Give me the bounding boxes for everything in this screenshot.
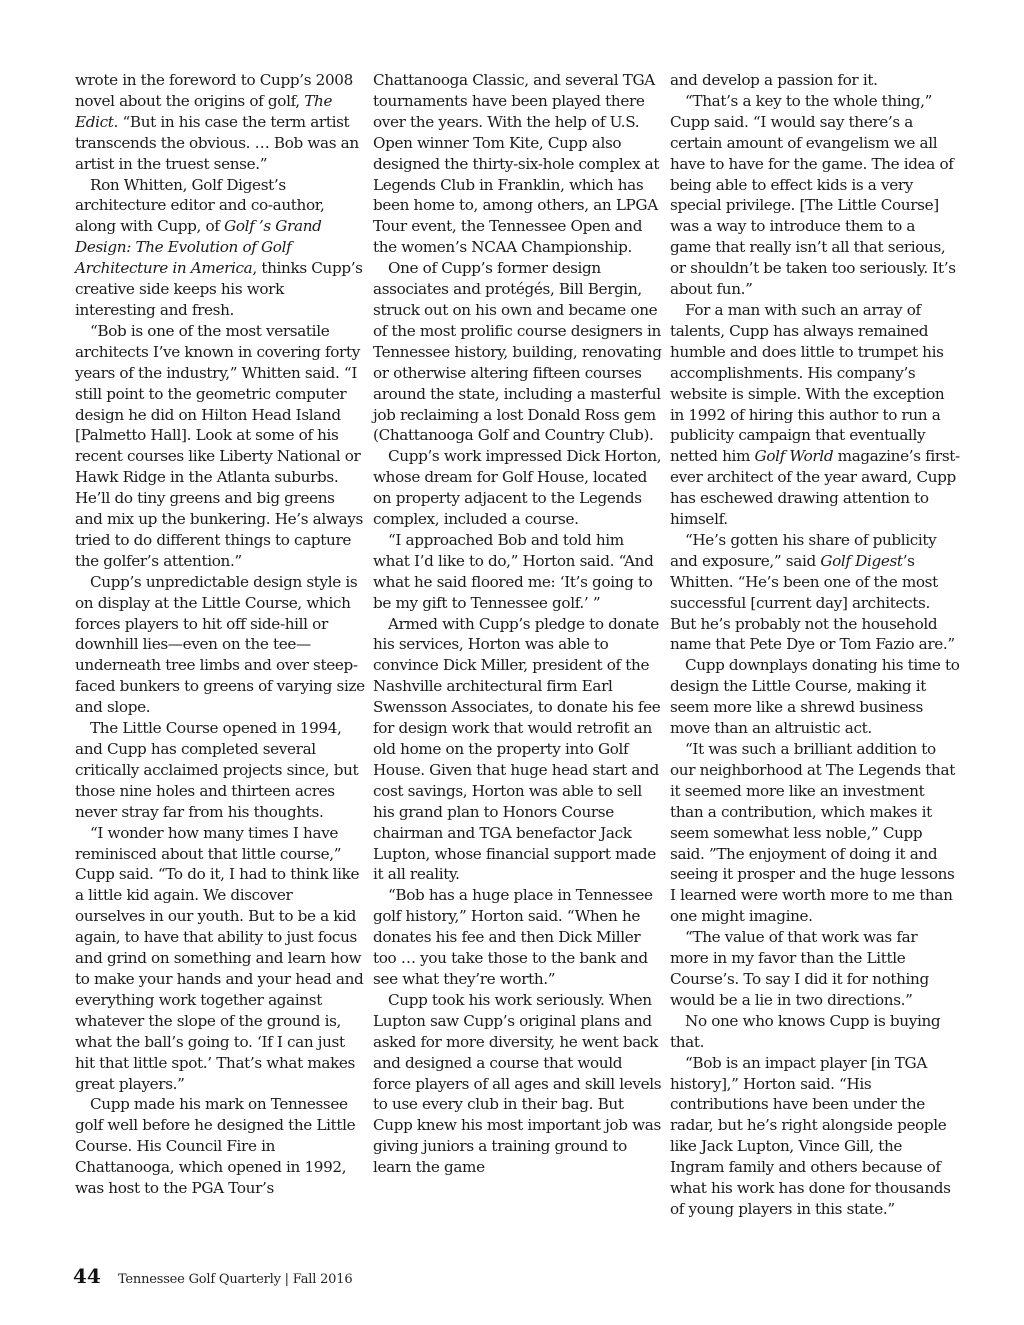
italic-title-text: Golf World (754, 447, 834, 466)
article-paragraph (373, 614, 663, 886)
paragraph-text: No one who knows Cupp is buying that. (670, 1011, 941, 1051)
paragraph-text: “Bob is an impact player [in TGA history],” Horton said. “His contributions have been under the radar, but he’s right alongside people like Jack Lupton, Vince Gill, the Ingram family and others because of what his work has done for thousands of young players in this state.” (670, 1053, 951, 1218)
paragraph-text: Ron Whitten, Golf Digest’s architecture editor and co-author, along with Cupp, of (75, 175, 325, 236)
paragraph-text: Armed with Cupp’s pledge to donate his services, Horton was able to convince Dick Miller, president of the Nashville architectural firm Earl Swensson Associates, to donate his fee for design work that would retrofit an old home on the property into Golf House. Given that huge head start and cost savings, Horton was able to sell his grand plan to Honors Course chairman and TGA benefactor Jack Lupton, whose financial support made it all reality. (373, 614, 661, 884)
article-paragraph (373, 530, 663, 614)
article-paragraph (373, 70, 663, 258)
article-paragraph (75, 1094, 365, 1199)
paragraph-text: Cupp took his work seriously. When Lupton saw Cupp’s original plans and asked for more diversity, he went back and designed a course that would force players of all ages and skill levels to use every club in their bag. But Cupp knew his most important job was giving juniors a training ground to learn the game (373, 990, 662, 1177)
paragraph-text: wrote in the foreword to Cupp’s 2008 novel about the origins of golf, (75, 71, 353, 110)
publication-info: Tennessee Golf Quarterly | Fall 2016 (117, 1272, 353, 1287)
paragraph-text: . “But in his case the term artist transcends the obvious. … Bob was an artist in the truest sense.” (75, 112, 359, 173)
article-column-2 (373, 70, 663, 1178)
article-paragraph (670, 70, 960, 91)
paragraph-text: For a man with such an array of talents, Cupp has always remained humble and does little to trumpet his accomplishments. His company’s website is simple. With the exception in 1992 of hiring this author to run a publicity campaign that eventually netted him (670, 300, 945, 466)
paragraph-text: Cupp’s unpredictable design style is on display at the Little Course, which forces players to hit off side-hill or downhill lies—even on the tee—underneath tree limbs and over steep-faced bunkers to greens of varying size and slope. (75, 572, 365, 717)
article-paragraph (75, 572, 365, 718)
article-paragraph (373, 446, 663, 530)
paragraph-text: and develop a passion for it. (670, 71, 878, 89)
article-paragraph (373, 885, 663, 990)
paragraph-text: The Little Course opened in 1994, and Cupp has completed several critically acclaimed projects since, but those nine holes and thirteen acres never stray far from his thoughts. (75, 719, 359, 821)
article-paragraph (670, 927, 960, 1011)
page-footer (73, 1264, 352, 1288)
article-paragraph (670, 1011, 960, 1053)
article-paragraph (75, 718, 365, 823)
paragraph-text: “I wonder how many times I have reminisced about that little course,” Cupp said. “To do it, I had to think like a little kid again. We discover ourselves in our youth. But to be a kid again, to have that ability to just focus and grind on something and learn how to make your hands and your head and everything work together against whatever the slope of the ground is, what the ball’s going to. ‘If I can just hit that little spot.’ That’s what makes great players.” (75, 823, 364, 1093)
article-paragraph (373, 258, 663, 446)
paragraph-text: “That’s a key to the whole thing,” Cupp said. “I would say there’s a certain amount of evangelism we all have to have for the game. The idea of being able to effect kids is a very special privilege. [The Little Course] was a way to introduce them to a game that really isn’t all that serious, or shouldn’t be taken too seriously. It’s about fun.” (670, 91, 956, 299)
article-paragraph (75, 321, 365, 572)
paragraph-text: magazine’s first-ever architect of the year award, Cupp has eschewed drawing attention to himself. (670, 447, 960, 529)
paragraph-text: “Bob is one of the most versatile architects I’ve known in covering forty years of the industry,” Whitten said. “I still point to the geometric computer design he did on Hilton Head Island [Palmetto Hall]. Look at some of his recent courses like Liberty National or Hawk Ridge in the Atlanta suburbs. He’ll do tiny greens and big greens and mix up the bunkering. He’s always tried to do different things to capture the golfer’s attention.” (75, 321, 363, 570)
article-column-3 (670, 70, 960, 1220)
italic-title-text: The Edict (75, 91, 333, 131)
article-paragraph (670, 91, 960, 300)
article-paragraph (670, 1053, 960, 1220)
article-paragraph (670, 300, 960, 530)
paragraph-text: One of Cupp’s former design associates and protégés, Bill Bergin, struck out on his own and became one of the most prolific course designers in Tennessee history, building, renovating or otherwise altering fifteen courses around the state, including a masterful job reclaiming a lost Donald Ross gem (Chattanooga Golf and Country Club). (373, 259, 662, 445)
paragraph-text: “It was such a brilliant addition to our neighborhood at The Legends that it seemed more like an investment than a contribution, which makes it seem somewhat less noble,” Cupp said. ”The enjoyment of doing it and seeing it prosper and the huge lessons I learned were worth more to me than one might imagine. (670, 740, 955, 926)
paragraph-text: Cupp downplays donating his time to design the Little Course, making it seem more like a shrewd business move than an altruistic act. (670, 656, 960, 738)
paragraph-text: “Bob has a huge place in Tennessee golf history,” Horton said. “When he donates his fee and then Dick Miller too … you take those to the bank and see what they’re worth.” (373, 886, 653, 988)
paragraph-text: Cupp made his mark on Tennessee golf well before he designed the Little Course. His Council Fire in Chattanooga, which opened in 1992, was host to the PGA Tour’s (75, 1095, 356, 1198)
article-paragraph (75, 823, 365, 1095)
article-column-1 (75, 70, 365, 1199)
page-number: 44 (73, 1264, 101, 1288)
paragraph-text: Cupp’s work impressed Dick Horton, whose dream for Golf House, located on property adjacent to the Legends complex, included a course. (373, 447, 662, 529)
article-paragraph (670, 530, 960, 655)
article-paragraph (75, 70, 365, 175)
article-paragraph (75, 175, 365, 321)
paragraph-text: “He’s gotten his share of publicity and exposure,” said (670, 530, 937, 570)
article-paragraph (670, 739, 960, 927)
paragraph-text: ’s Whitten. “He’s been one of the most successful [current day] architects. But he’s probably not the household name that Pete Dye or Tom Fazio are.” (670, 551, 955, 654)
paragraph-text: “I approached Bob and told him what I’d like to do,” Horton said. “And what he said floored me: ‘It’s going to be my gift to Tennessee golf.’ ” (373, 530, 654, 612)
paragraph-text: “The value of that work was far more in my favor than the Little Course’s. To say I did it for nothing would be a lie in two directions.” (670, 928, 929, 1009)
italic-title-text: Golf ’s Grand Design: The Evolution of Golf Architecture in America (75, 217, 322, 278)
italic-title-text: Golf Digest (820, 551, 903, 570)
paragraph-text: Chattanooga Classic, and several TGA tournaments have been played there over the years. With the help of U.S. Open winner Tom Kite, Cupp also designed the thirty-six-hole complex at Legends Club in Franklin, which has been home to, among others, an LPGA Tour event, the Tennessee Open and the women’s NCAA Championship. (373, 71, 660, 257)
article-paragraph (373, 990, 663, 1178)
paragraph-text: , thinks Cupp’s creative side keeps his work interesting and fresh. (75, 259, 363, 319)
article-paragraph (670, 655, 960, 739)
